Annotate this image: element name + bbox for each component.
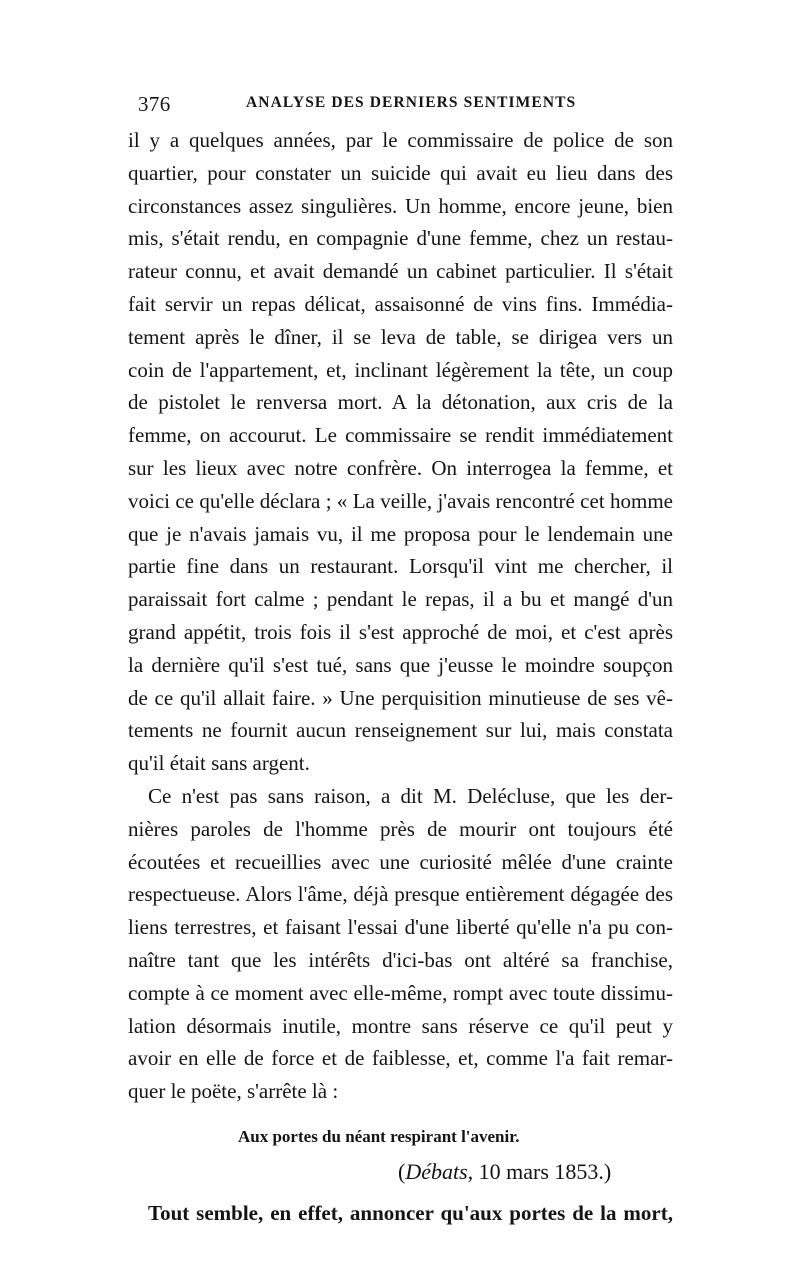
text-line: voici ce qu'elle déclara ; « La veille, j'avais rencontré cet homme (128, 488, 673, 513)
text-line: coin de l'appartement, et, inclinant légèrement la tête, un coup (128, 357, 673, 382)
text-line: il y a quelques années, par le commissaire de police de son (128, 128, 673, 152)
running-head (128, 92, 673, 124)
text-line: la dernière qu'il s'est tué, sans que j'eusse le moindre soupçon (128, 652, 673, 677)
text-line: compte à ce moment avec elle-même, rompt avec toute dissimu- (128, 980, 673, 1005)
text-line: circonstances assez singulières. Un homme, encore jeune, bien (128, 193, 673, 218)
verse-quotation: Aux portes du néant respirant l'avenir. (238, 1126, 520, 1146)
text-line: mis, s'était rendu, en compagnie d'une femme, chez un restau- (128, 226, 673, 251)
text-line: avoir en elle de force et de faiblesse, et, comme l'a fait remar- (128, 1046, 673, 1071)
text-line: qu'il était sans argent. (128, 751, 310, 776)
text-line: lation désormais inutile, montre sans réserve ce qu'il peut y (128, 1013, 673, 1038)
paragraph-delecluse (128, 780, 673, 1108)
citation-source: Débats, (405, 1158, 474, 1184)
text-line: de ce qu'il allait faire. » Une perquisition minutieuse de ses vê- (128, 685, 673, 710)
final-text-line: Tout semble, en effet, annoncer qu'aux portes de la mort, (148, 1200, 673, 1225)
text-line: femme, on accourut. Le commissaire se rendit immédiatement (128, 423, 673, 448)
text-line: Ce n'est pas sans raison, a dit M. Delécluse, que les der- (148, 783, 673, 808)
text-line: paraissait fort calme ; pendant le repas, il a bu et mangé d'un (128, 587, 673, 612)
page-number: 376 (138, 92, 171, 116)
text-line: fait servir un repas délicat, assaisonné de vins fins. Immédia- (128, 291, 673, 316)
text-line: rateur connu, et avait demandé un cabinet particulier. Il s'était (128, 259, 673, 284)
paragraph-suicide-account (128, 124, 673, 780)
text-line: quer le poëte, s'arrête là : (128, 1079, 339, 1104)
text-line: quartier, pour constater un suicide qui avait eu lieu dans des (128, 160, 673, 185)
text-line: naître tant que les intérêts d'ici-bas ont altéré sa franchise, (128, 947, 673, 972)
text-line: de pistolet le renversa mort. A la détonation, aux cris de la (128, 390, 673, 415)
text-line: sur les lieux avec notre confrère. On interrogea la femme, et (128, 455, 673, 480)
text-line: partie fine dans un restaurant. Lorsqu'il vint me chercher, il (128, 554, 673, 579)
running-title: ANALYSE DES DERNIERS SENTIMENTS (246, 94, 577, 111)
text-line: tement après le dîner, il se leva de table, se dirigea vers un (128, 324, 673, 349)
citation-open-paren: ( (398, 1158, 406, 1184)
text-line: tements ne fournit aucun renseignement sur lui, mais constata (128, 718, 673, 743)
text-line: écoutées et recueillies avec une curiosité mêlée d'une crainte (128, 849, 673, 874)
text-line: grand appétit, trois fois il s'est approché de moi, et c'est après (128, 619, 673, 644)
text-line: respectueuse. Alors l'âme, déjà presque entièrement dégagée des (128, 882, 673, 907)
citation (128, 1152, 673, 1192)
citation-date: 10 mars 1853.) (478, 1158, 612, 1184)
book-page (128, 92, 673, 1230)
text-line: liens terrestres, et faisant l'essai d'une liberté qu'elle n'a pu con- (128, 915, 673, 940)
text-line: nières paroles de l'homme près de mourir ont toujours été (128, 816, 673, 841)
text-line: que je n'avais jamais vu, il me proposa pour le lendemain une (128, 521, 673, 546)
